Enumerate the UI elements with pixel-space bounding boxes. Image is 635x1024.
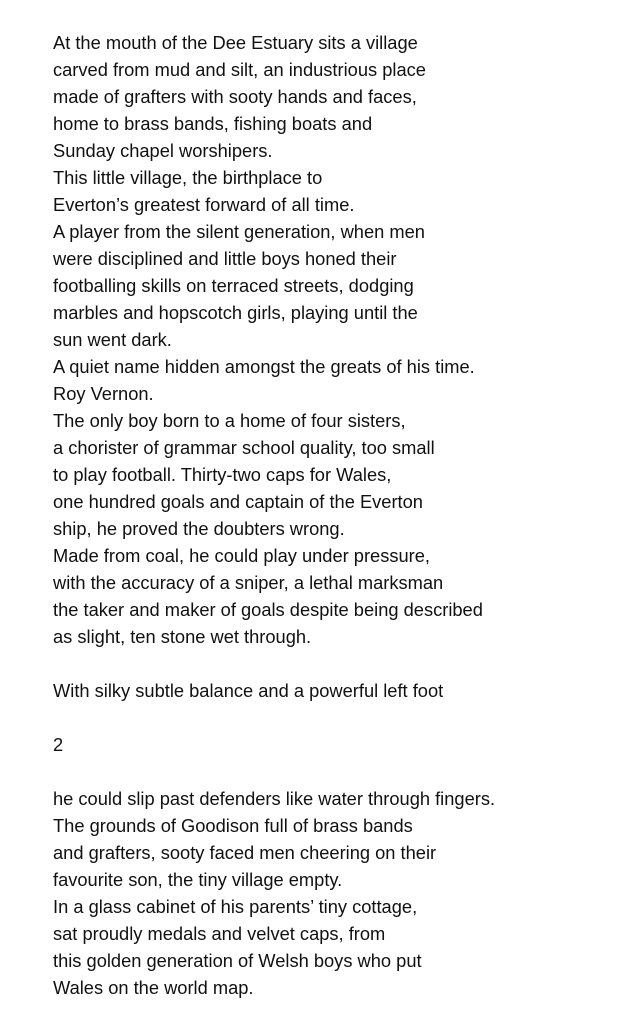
poem-line: one hundred goals and captain of the Everton — [53, 491, 423, 512]
poem-line: A player from the silent generation, when men — [53, 221, 425, 242]
poem-line: Everton’s greatest forward of all time. — [53, 194, 355, 215]
poem-line: Wales on the world map. — [53, 977, 254, 998]
stanza-2 — [53, 677, 623, 704]
stanza-gap — [53, 650, 623, 677]
poem-line: with the accuracy of a sniper, a lethal marksman — [53, 572, 444, 593]
poem-line: This little village, the birthplace to — [53, 167, 323, 188]
poem-line: sun went dark. — [53, 329, 172, 350]
stanza-gap — [53, 704, 623, 731]
poem-line: to play football. Thirty-two caps for Wales, — [53, 464, 392, 485]
poem-line: With silky subtle balance and a powerful left foot — [53, 680, 444, 701]
stanza-gap — [53, 758, 623, 785]
poem-line: sat proudly medals and velvet caps, from — [53, 923, 386, 944]
poem-line: home to brass bands, fishing boats and — [53, 113, 373, 134]
poem-line: as slight, ten stone wet through. — [53, 626, 312, 647]
poem-line: the taker and maker of goals despite being described — [53, 599, 483, 620]
poem-line: A quiet name hidden amongst the greats of his time. — [53, 356, 475, 377]
stanza-1 — [53, 29, 623, 650]
poem-line: Roy Vernon. — [53, 383, 154, 404]
poem-line: Sunday chapel worshipers. — [53, 140, 273, 161]
poem-line: footballing skills on terraced streets, dodging — [53, 275, 414, 296]
stanza-3 — [53, 785, 623, 1001]
poem-line: a chorister of grammar school quality, too small — [53, 437, 435, 458]
poem-line: ship, he proved the doubters wrong. — [53, 518, 345, 539]
poem-line: carved from mud and silt, an industrious place — [53, 59, 426, 80]
page-number: 2 — [53, 734, 64, 755]
poem-line: were disciplined and little boys honed their — [53, 248, 397, 269]
poem-line: marbles and hopscotch girls, playing until the — [53, 302, 418, 323]
poem-line: this golden generation of Welsh boys who put — [53, 950, 422, 971]
poem-line: The grounds of Goodison full of brass bands — [53, 815, 413, 836]
poem-line: he could slip past defenders like water through fingers. — [53, 788, 496, 809]
poem-line: In a glass cabinet of his parents’ tiny cottage, — [53, 896, 418, 917]
poem-line: Made from coal, he could play under pressure, — [53, 545, 430, 566]
poem-line: and grafters, sooty faced men cheering on their — [53, 842, 437, 863]
poem-line: At the mouth of the Dee Estuary sits a village — [53, 32, 418, 53]
poem-line: made of grafters with sooty hands and faces, — [53, 86, 417, 107]
poem-line: The only boy born to a home of four sisters, — [53, 410, 406, 431]
poem-page — [53, 29, 623, 1001]
poem-line: favourite son, the tiny village empty. — [53, 869, 343, 890]
